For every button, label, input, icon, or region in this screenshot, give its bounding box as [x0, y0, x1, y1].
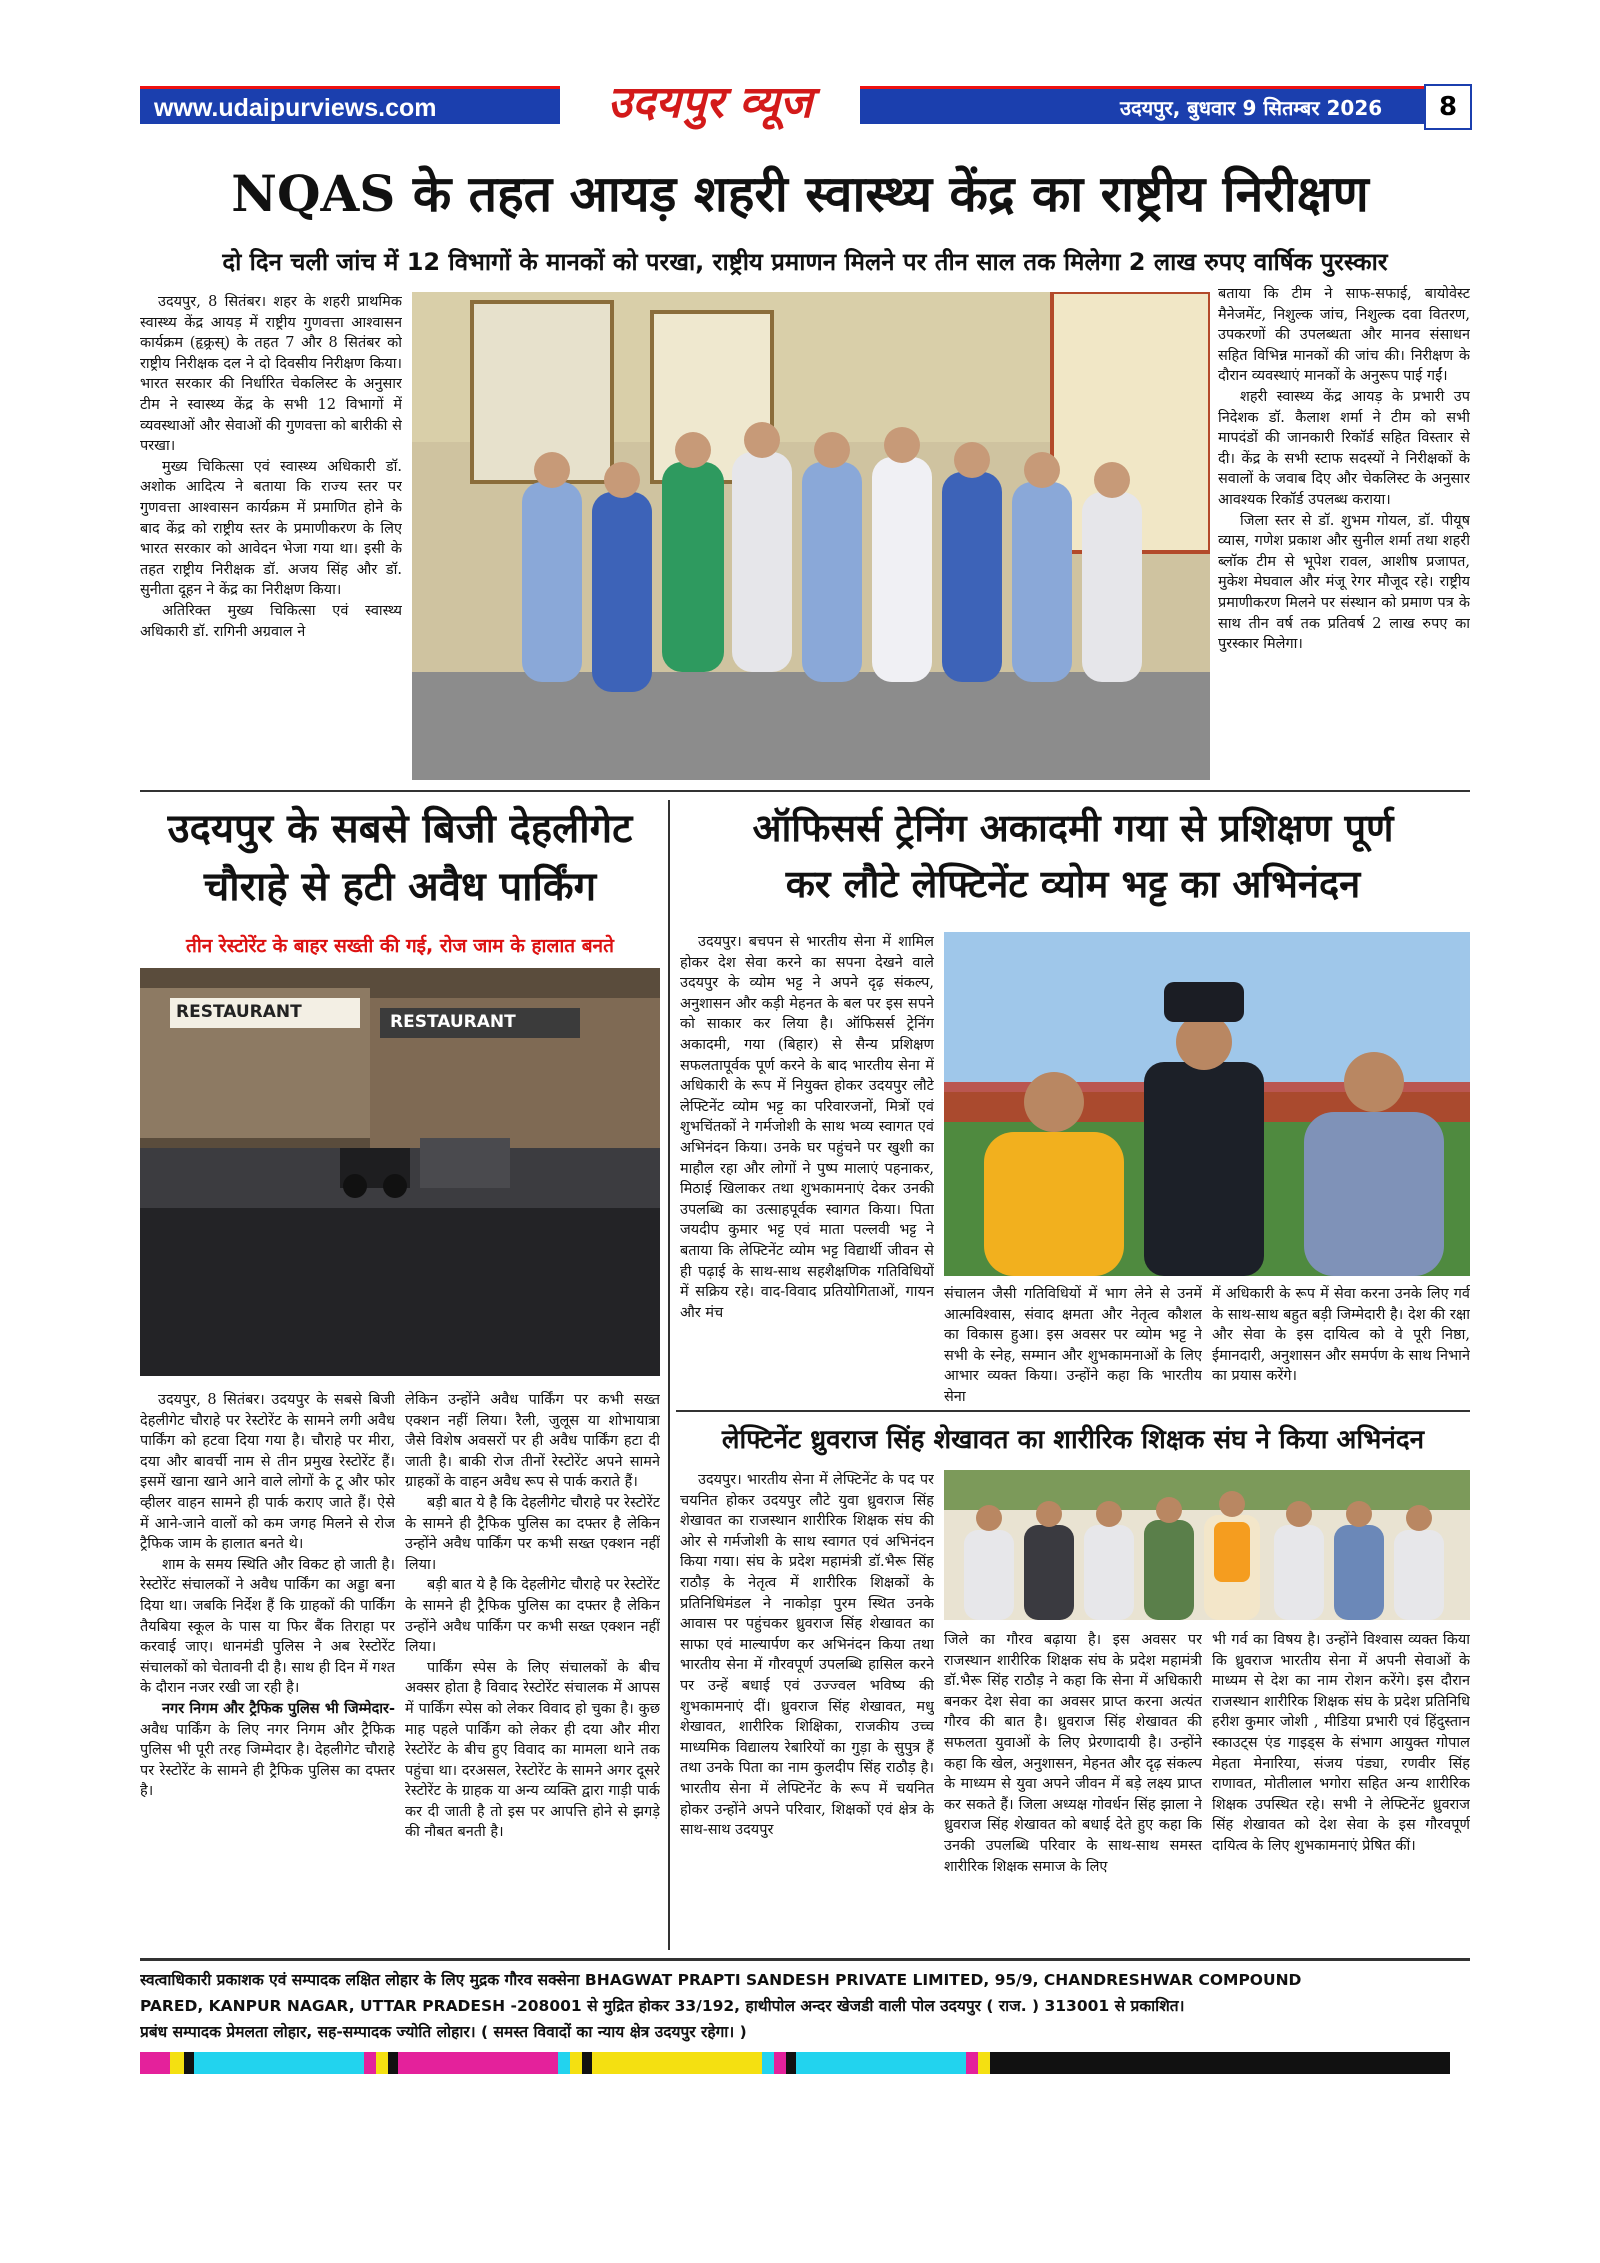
paragraph: शहरी स्वास्थ्य केंद्र आयड़ के प्रभारी उप निदेशक डॉ. कैलाश शर्मा ने टीम को सभी मापदंडों की जानकारी रिकॉर्ड सहित विस्तार से दी। केंद्र के सभी स्टाफ सदस्यों ने निरीक्षकों के सवालों के जवाब दिए और चेकलिस्ट के अनुसार आवश्यक रिकॉर्ड उपलब्ध कराया।	[1218, 388, 1470, 508]
story3-left-column	[680, 932, 934, 1404]
color-swatch	[796, 2052, 966, 2074]
paragraph: उदयपुर, 8 सितंबर। उदयपुर के सबसे बिजी देहलीगेट चौराहे पर रेस्टोरेंट के सामने लगी अवैध पार्किंग को हटवा दिया गया है। चौराहे पर मीरा, दया और बावर्ची नाम से तीन प्रमुख रेस्टोरेंट हैं। इसमें खाना खाने आने वाले लोगों के टू और फोर व्हीलर वाहन सामने ही पार्क कराए जाते हैं। ऐसे में आने-जाने वालों को कम जगह मिलने से रोज ट्रैफिक जाम के हालात बनते थे।	[140, 1392, 395, 1553]
bold-lead: नगर निगम और ट्रैफिक पुलिस भी जिम्मेदार-	[162, 1700, 395, 1717]
color-swatch	[558, 2052, 570, 2074]
color-swatch	[398, 2052, 558, 2074]
color-swatch	[762, 2052, 774, 2074]
color-swatch	[774, 2052, 786, 2074]
paragraph: उदयपुर, 8 सितंबर। शहर के शहरी प्राथमिक स्वास्थ्य केंद्र आयड़ में राष्ट्रीय गुणवत्ता आश्वासन कार्यक्रम (हृक्र्रस्) के तहत 7 और 8 सितंबर को राष्ट्रीय निरीक्षक दल ने दो दिवसीय निरीक्षण किया। भारत सरकार की निर्धारित चेकलिस्ट के अनुसार टीम ने स्वास्थ्य केंद्र के सभी 12 विभागों में व्यवस्थाओं और सेवाओं की गुणवत्ता को बारीकी से परखा।	[140, 294, 402, 455]
story1-headline: NQAS के तहत आयड़ शहरी स्वास्थ्य केंद्र का राष्ट्रीय निरीक्षण	[231, 164, 1369, 223]
color-swatch	[170, 2052, 184, 2074]
column-divider	[668, 800, 670, 1950]
story1-subheadline: दो दिन चली जांच में 12 विभागों के मानकों को परखा, राष्ट्रीय प्रमाणन मिलने पर तीन साल तक मिलेगा 2 लाख रुपए वार्षिक पुरस्कार	[222, 248, 1388, 276]
imprint-line-3: प्रबंध सम्पादक प्रेमलता लोहार, सह-सम्पादक ज्योति लोहार। ( समस्त विवादों का न्याय क्षेत्र उदयपुर रहेगा। )	[140, 2023, 747, 2041]
divider	[140, 790, 1470, 792]
color-swatch	[990, 2052, 1000, 2074]
story4-left-column	[680, 1470, 934, 1950]
story2-subheadline: तीन रेस्टोरेंट के बाहर सख्ती की गई, रोज जाम के हालात बनते	[186, 935, 614, 957]
paragraph: उदयपुर। भारतीय सेना में लेफ्टिनेंट के पद पर चयनित होकर उदयपुर लौटे युवा ध्रुवराज सिंह शेखावत का राजस्थान शारीरिक शिक्षक संघ की ओर से गर्मजोशी के साथ स्वागत एवं अभिनंदन किया गया। संघ के प्रदेश महामंत्री डॉ.भैरू सिंह राठौड़ के नेतृत्व में शारीरिक शिक्षकों के प्रतिनिधिमंडल ने नाकोड़ा पुरम स्थित उनके आवास पर पहुंचकर ध्रुवराज सिंह शेखावत का साफा एवं माल्यार्पण कर अभिनंदन किया तथा भारतीय सेना में गौरवपूर्ण उपलब्धि हासिल करने पर उन्हें बधाई एवं उज्ज्वल भविष्य की शुभकामनाएं दीं। ध्रुवराज सिंह शेखावत, मधु शेखावत, शारीरिक शिक्षिका, राजकीय उच्च माध्यमिक विद्यालय रेबारियों का गुड़ा के सुपुत्र हैं तथा उनके पिता का नाम कुलदीप सिंह राठौड़ है। भारतीय सेना में लेफ्टिनेंट के रूप में चयनित होकर उन्होंने अपने परिवार, शिक्षकों एवं क्षेत्र के साथ-साथ उदयपुर	[680, 1472, 934, 1839]
color-swatch	[1000, 2052, 1450, 2074]
color-swatch	[388, 2052, 398, 2074]
paragraph: भी गर्व का विषय है। उन्होंने विश्वास व्यक्त किया कि ध्रुवराज भारतीय सेना में अपनी सेवाओं के माध्यम से देश का नाम रोशन करेंगे। इस दौरान राजस्थान शारीरिक शिक्षक संघ के प्रदेश प्रतिनिधि हरीश कुमार जोशी , मीडिया प्रभारी एवं हिंदुस्तान स्काउट्स एंड गाइड्स के संभाग आयुक्त गोपाल मेहता मेनारिया, संजय पंड्या, रणवीर सिंह राणावत, मोतीलाल भगोरा सहित अन्य शारीरिक शिक्षक उपस्थित रहे। सभी ने लेफ्टिनेंट ध्रुवराज सिंह शेखावत को देश सेवा के इस गौरवपूर्ण दायित्व के लिए शुभकामनाएं प्रेषित कीं।	[1212, 1632, 1470, 1854]
divider	[676, 1410, 1470, 1412]
paragraph	[140, 1699, 395, 1802]
story2-headline-line1: उदयपुर के सबसे बिजी देहलीगेट	[167, 806, 633, 852]
story2-headline	[140, 800, 660, 916]
story3-mid-column	[944, 1284, 1202, 1408]
paragraph: लेकिन उन्होंने अवैध पार्किंग पर कभी सख्त एक्शन नहीं लिया। रैली, जुलूस या शोभायात्रा जैसे विशेष अवसरों पर ही अवैध पार्किंग हटा दी जाती है। बाकी रोज तीनों रेस्टोरेंट अपने सामने ग्राहकों के वाहन अवैध रूप से पार्क कराते हैं।	[405, 1392, 660, 1491]
bold-lead-rest: अवैध पार्किंग के लिए नगर निगम और ट्रैफिक पुलिस भी पूरी तरह जिम्मेदार है। देहलीगेट चौराहे पर रेस्टोरेंट के सामने ही ट्रैफिक पुलिस का दफ्तर है।	[140, 1721, 395, 1800]
paragraph: शाम के समय स्थिति और विकट हो जाती है। रेस्टोरेंट संचालकों ने अवैध पार्किंग का अड्डा बना दिया था। जबकि निर्देश हैं कि ग्राहकों की पार्किंग तैयबिया स्कूल के पास या फिर बैंक तिराहा पर करवाई जाए। धानमंडी पुलिस ने अब रेस्टोरेंट संचालकों को चेतावनी दी है। साथ ही दिन में गश्त के दौरान नजर रखी जा रही है।	[140, 1556, 395, 1697]
color-swatch	[184, 2052, 194, 2074]
restaurant-sign-1: RESTAURANT	[176, 1002, 302, 1022]
paragraph: उदयपुर। बचपन से भारतीय सेना में शामिल होकर देश सेवा करने का सपना देखने वाले उदयपुर के व्योम भट्ट ने अपने दृढ़ संकल्प, अनुशासन और कड़ी मेहनत के बल पर इस सपने को साकार कर लिया है। ऑफिसर्स ट्रेनिंग अकादमी, गया (बिहार) से सैन्य प्रशिक्षण सफलतापूर्वक पूर्ण करने के बाद भारतीय सेना में अधिकारी के रूप में नियुक्त होकर उदयपुर लौटे लेफ्टिनेंट व्योम भट्ट का परिवारजनों, मित्रों एवं शुभचिंतकों ने गर्मजोशी के साथ भव्य स्वागत एवं अभिनंदन किया। उनके घर पहुंचने पर खुशी का माहौल रहा और लोगों ने पुष्प मालाएं पहनाकर, मिठाई खिलाकर तथा शुभकामनाएं देकर उनकी उपलब्धि का उत्साहपूर्वक स्वागत किया। पिता जयदीप कुमार भट्ट एवं माता पल्लवी भट्ट ने बताया कि लेफ्टिनेंट व्योम भट्ट विद्यार्थी जीवन से ही पढ़ाई के साथ-साथ सहशैक्षणिक गतिविधियों में सक्रिय रहे। वाद-विवाद प्रतियोगिताओं, गायन और मंच	[680, 934, 934, 1321]
story3-headline	[676, 800, 1470, 912]
paragraph: बड़ी बात ये है कि देहलीगेट चौराहे पर रेस्टोरेंट के सामने ही ट्रैफिक पुलिस का दफ्तर है लेकिन उन्होंने अवैध पार्किंग पर कभी सख्त एक्शन नहीं लिया।	[405, 1577, 660, 1656]
story3-right-column	[1212, 1284, 1470, 1408]
imprint-line-1: स्वत्वाधिकारी प्रकाशक एवं सम्पादक लक्षित लोहार के लिए मुद्रक गौरव सक्सेना BHAGWAT PRAPTI SANDESH PRIVATE LIMITED, 95/9, CHANDRESHWAR COMPOUND	[140, 1971, 1302, 1989]
story4-mid-column	[944, 1630, 1202, 1950]
restaurant-sign-2: RESTAURANT	[390, 1012, 516, 1032]
paragraph: जिले का गौरव बढ़ाया है। इस अवसर पर राजस्थान शारीरिक शिक्षक संघ के प्रदेश महामंत्री डॉ.भैरू सिंह राठौड़ ने कहा कि सेना में अधिकारी बनकर देश सेवा का अवसर प्राप्त करना अत्यंत गौरव की बात है। ध्रुवराज सिंह शेखावत की सफलता युवाओं के लिए प्रेरणादायी है। उन्होंने कहा कि खेल, अनुशासन, मेहनत और दृढ़ संकल्प के माध्यम से युवा अपने जीवन में बड़े लक्ष्य प्राप्त कर सकते हैं। जिला अध्यक्ष गोवर्धन सिंह झाला ने ध्रुवराज सिंह शेखावत को बधाई देते हुए कहा कि उनकी उपलब्धि परिवार के साथ-साथ समस्त शारीरिक शिक्षक समाज के लिए	[944, 1632, 1202, 1875]
paragraph: बड़ी बात ये है कि देहलीगेट चौराहे पर रेस्टोरेंट के सामने ही ट्रैफिक पुलिस का दफ्तर है लेकिन उन्होंने अवैध पार्किंग पर कभी सख्त एक्शन नहीं लिया।	[405, 1494, 660, 1573]
story2-street-photo	[140, 968, 660, 1376]
color-swatch	[592, 2052, 762, 2074]
story3-lieutenant-photo	[944, 932, 1470, 1276]
color-swatch	[582, 2052, 592, 2074]
paragraph: जिला स्तर से डॉ. शुभम गोयल, डॉ. पीयूष व्यास, गणेश प्रकाश और सुनील शर्मा तथा शहरी ब्लॉक टीम से भूपेश रावल, आशीष प्रजापत, मुकेश मेघवाल और मंजू रेगर मौजूद रहे। राष्ट्रीय प्रमाणीकरण मिलने पर संस्थान को प्रमाण पत्र के साथ तीन वर्ष तक प्रतिवर्ष 2 लाख रुपए का पुरस्कार मिलेगा।	[1218, 512, 1470, 653]
page-number: 8	[1424, 84, 1472, 130]
story2-right-column	[405, 1390, 660, 1950]
story1-left-column	[140, 292, 402, 790]
masthead	[140, 77, 1470, 128]
footer-divider	[140, 1958, 1470, 1961]
story3-headline-line2: कर लौटे लेफ्टिनेंट व्योम भट्ट का अभिनंदन	[785, 862, 1361, 906]
paragraph: बताया कि टीम ने साफ-सफाई, बायोवेस्ट मैनेजमेंट, निशुल्क जांच, निशुल्क दवा वितरण, उपकरणों की उपलब्धता और मानव संसाधन सहित विभिन्न मानकों की जांच की। निरीक्षण के दौरान व्यवस्थाएं मानकों के अनुरूप पाई गईं।	[1218, 286, 1470, 385]
color-swatch	[570, 2052, 582, 2074]
print-color-bar	[140, 2052, 1470, 2074]
website-url[interactable]: www.udaipurviews.com	[140, 86, 560, 124]
story4-headline: लेफ्टिनेंट ध्रुवराज सिंह शेखावत का शारीरिक शिक्षक संघ ने किया अभिनंदन	[721, 1425, 1425, 1455]
newspaper-logo: उदयपुर व्यूज	[560, 74, 860, 132]
color-swatch	[194, 2052, 364, 2074]
story4-group-photo	[944, 1470, 1470, 1620]
paragraph: अतिरिक्त मुख्य चिकित्सा एवं स्वास्थ्य अधिकारी डॉ. रागिनी अग्रवाल ने	[140, 602, 402, 640]
paragraph: पार्किंग स्पेस के लिए संचालकों के बीच अक्सर होता है विवाद रेस्टोरेंट संचालक में आपस में पार्किंग स्पेस को लेकर विवाद हो चुका है। कुछ माह पहले पार्किंग को लेकर ही दया और मीरा रेस्टोरेंट के बीच हुए विवाद का मामला थाने तक पहुंचा था। दरअसल, रेस्टोरेंट के सामने अगर दूसरे रेस्टोरेंट के ग्राहक या अन्य व्यक्ति द्वारा गाड़ी पार्क कर दी जाती है तो इस पर आपत्ति होने से झगड़े की नौबत बनती है।	[405, 1659, 660, 1841]
paragraph: मुख्य चिकित्सा एवं स्वास्थ्य अधिकारी डॉ. अशोक आदित्य ने बताया कि राज्य स्तर पर गुणवत्ता आश्वासन कार्यक्रम में प्रमाणित होने के बाद केंद्र को राष्ट्रीय स्तर के प्रमाणीकरण के लिए भारत सरकार को आवेदन भेजा गया था। इसी के तहत राष्ट्रीय निरीक्षक डॉ. अजय सिंह और डॉ. सुनीता दूहन ने केंद्र का निरीक्षण किया।	[140, 458, 402, 599]
paragraph: संचालन जैसी गतिविधियों में भाग लेने से उनमें आत्मविश्वास, संवाद क्षमता और नेतृत्व कौशल का विकास हुआ। इस अवसर पर व्योम भट्ट ने सभी के स्नेह, सम्मान और शुभकामनाओं के लिए आभार व्यक्त किया। उन्होंने कहा कि भारतीय सेना	[944, 1286, 1202, 1405]
story1-right-column	[1218, 284, 1470, 770]
dateline: उदयपुर, बुधवार 9 सितम्बर 2026	[860, 86, 1424, 124]
color-swatch	[364, 2052, 376, 2074]
paragraph: में अधिकारी के रूप में सेवा करना उनके लिए गर्व के साथ-साथ बहुत बड़ी जिम्मेदारी है। देश की रक्षा और सेवा के इस दायित्व को वे पूरी निष्ठा, ईमानदारी, अनुशासन और समर्पण के साथ निभाने का प्रयास करेंगे।	[1212, 1286, 1470, 1385]
story3-headline-line1: ऑफिसर्स ट्रेनिंग अकादमी गया से प्रशिक्षण पूर्ण	[752, 806, 1394, 850]
story4-right-column	[1212, 1630, 1470, 1950]
color-swatch	[376, 2052, 388, 2074]
story2-headline-line2: चौराहे से हटी अवैध पार्किंग	[203, 864, 597, 910]
story2-left-column	[140, 1390, 395, 1950]
imprint-line-2: PARED, KANPUR NAGAR, UTTAR PRADESH -208001 से मुद्रित होकर 33/192, हाथीपोल अन्दर खेजडी वाली पोल उदयपुर ( राज. ) 313001 से प्रकाशित।	[140, 1997, 1185, 2015]
color-swatch	[966, 2052, 978, 2074]
color-swatch	[786, 2052, 796, 2074]
color-swatch	[978, 2052, 990, 2074]
color-swatch	[140, 2052, 170, 2074]
story1-group-photo	[412, 292, 1210, 780]
